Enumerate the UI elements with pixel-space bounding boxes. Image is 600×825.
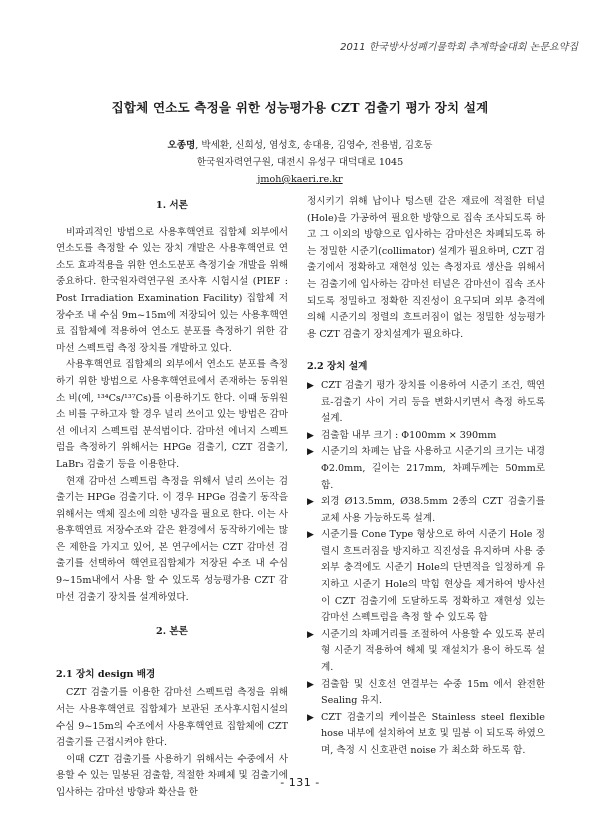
coauthors: , 박세환, 신희성, 염성호, 송대용, 김영수, 전용범, 김호동 (195, 140, 433, 151)
intro-paragraph-2: 사용후핵연료 집합체의 외부에서 연소도 분포를 측정하기 위한 방법으로 사용후핵연료에서 존재하는 동위원소 비(예, ¹³⁴Cs/¹³⁷Cs)를 이용하기도 한다. 이때 동위원소 비를 구하고자 할 경우 널리 쓰이고 있는 방법은 감마선 에너지 스펙트럼 분석법이다. 감마선 에너지 스펙트럼을 측정하기 위해서는 HPGe 검출기, CZT 검출기, LaBr₃ 검출기 등을 이용한다. (56, 359, 288, 470)
author-email[interactable]: jmoh@kaeri.re.kr (257, 174, 343, 185)
design-bullet-list (307, 378, 545, 760)
list-item: ▶ 검출함 내부 크기 : Φ100mm × 390mm (307, 428, 545, 445)
list-item: ▶ CZT 검출기의 케이블은 Stainless steel flexible hose 내부에 설치하여 보호 및 밀봉 이 되도록 하였으며, 측정 시 신호관련 noise 가 최소화 하도록 함. (307, 711, 545, 756)
bullet-triangle-icon: ▶ (307, 530, 314, 541)
author-block (0, 137, 600, 188)
affiliation: 한국원자력연구원, 대전시 유성구 대덕대로 1045 (196, 157, 404, 168)
intro-heading: 1. 서론 (156, 200, 188, 211)
paper-title: 집합체 연소도 측정을 위한 성능평가용 CZT 검출기 평가 장치 설계 (111, 100, 489, 115)
intro-paragraph-1: 비파괴적인 방법으로 사용후핵연료 집합체 외부에서 연소도를 측정할 수 있는 장치 개발은 사용후핵연료 연소도 효과적용을 위한 연소도분포 측정기술 개발을 위해 중요하다. 한국원자력연구원 조사후 시험시설 (PIEF : Post Irradiation Examination Facility) 집합체 저장수조 내 수심 9m~15m에 저장되어 있는 사용후핵연료 집합체에 적용하여 연소도 분포를 측정하기 위한 감마선 스펙트럼 측정 장치를 개발하고 있다. (56, 226, 288, 354)
list-item: ▶ CZT 검출기 평가 장치를 이용하여 시준기 조건, 핵연료-검출기 사이 거리 등을 변화시키면서 측정 하도록 설계. (307, 379, 545, 425)
section-2-1-paragraph-1: CZT 검출기를 이용한 감마선 스펙트럼 측정을 위해서는 사용후핵연료 집합체가 보관된 조사후시험시설의 수심 9~15m의 수조에서 사용후핵연료 집합체에 CZT 검출기를 근접시켜야 한다. (56, 687, 288, 749)
running-header: 2011 한국방사성폐기물학회 추계학술대회 논문요약집 (340, 42, 578, 53)
author-list (0, 137, 600, 154)
right-column (307, 194, 545, 760)
first-author: 오종명 (167, 140, 196, 151)
bullet-triangle-icon: ▶ (307, 380, 314, 391)
bullet-triangle-icon: ▶ (307, 497, 314, 508)
bullet-triangle-icon: ▶ (307, 679, 314, 690)
page-number: - 131 - (280, 776, 320, 789)
section-2-1-paragraph-2: 이때 CZT 검출기를 사용하기 위해서는 수중에서 사용할 수 있는 밀봉된 검출함, 적절한 차폐체 및 검출기에 입사하는 감마선 방향과 확산을 한 (56, 753, 288, 798)
section-2-1-heading: 2.1 장치 design 배경 (56, 668, 156, 680)
left-column (56, 190, 288, 802)
list-item: ▶ 시준기의 차폐거리를 조절하여 사용할 수 있도록 분리형 시준기 적용하여 해체 및 재설치가 용이 하도록 설계. (307, 628, 545, 674)
list-item: ▶ 시준기를 Cone Type 형상으로 하여 시준기 Hole 정렬시 흐트러짐을 방지하고 직진성을 유지하며 사용 중 외부 충격에도 시준기 Hole의 단면적을 일정하게 유지하고 시준기 Hole의 막힘 현상을 제거하여 방사선이 CZT 검출기에 도달하도록 정확하고 재현성 있는 감마선 스펙트럼을 측정 할 수 있도록 함 (307, 529, 545, 624)
list-item: ▶ 시준기의 차폐는 납을 사용하고 시준기의 크기는 내경 Φ2.0mm, 길이는 217mm, 차폐두께는 50mm로 함. (307, 446, 545, 491)
list-item: ▶ 외경 Ø13.5mm, Ø38.5mm 2종의 CZT 검출기를 교체 사용 가능하도록 설계. (307, 496, 545, 524)
body-heading: 2. 본론 (156, 626, 188, 638)
bullet-triangle-icon: ▶ (307, 629, 314, 640)
section-2-2-heading: 2.2 장치 설계 (307, 361, 368, 373)
right-paragraph-1: 정시키기 위해 납이나 텅스텐 같은 재료에 적절한 터널(Hole)을 가공하여 필요한 방향으로 집속 조사되도록 하고 그 이외의 방향으로 입사하는 감마선은 차폐되도록 하는 정밀한 시준기(collimator) 설계가 필요하며, CZT 검출기에서 정확하고 재현성 있는 측정자료 생산을 위해서는 검출기에 입사하는 감마선 터널은 감마선이 집속 조사되도록 정밀하고 정확한 직진성이 요구되며 외부 충격에 의해 시준기의 정렬의 흐트러짐이 없는 정밀한 성능평가용 CZT 검출기 장치설계가 필요하다. (307, 196, 545, 340)
bullet-triangle-icon: ▶ (307, 430, 314, 441)
intro-paragraph-3: 현재 감마선 스펙트럼 측정을 위해서 널리 쓰이는 검출기는 HPGe 검출기다. 이 경우 HPGe 검출기 동작을 위해서는 액체 질소에 의한 냉각을 필요로 한다. 이는 사용후핵연료 저장수조와 같은 환경에서 동작하기에는 많은 제한을 가지고 있어, 본 연구에서는 CZT 감마선 검출기를 선택하여 핵연료집합체가 저장된 수조 내 수심 9~15m내에서 사용 할 수 있도록 성능평가용 CZT 감마선 검출기 장치를 설계하였다. (56, 475, 288, 603)
bullet-triangle-icon: ▶ (307, 712, 314, 723)
list-item: ▶ 검출함 및 신호선 연결부는 수중 15m 에서 완전한 Sealing 유지. (307, 678, 545, 707)
bullet-triangle-icon: ▶ (307, 447, 314, 458)
